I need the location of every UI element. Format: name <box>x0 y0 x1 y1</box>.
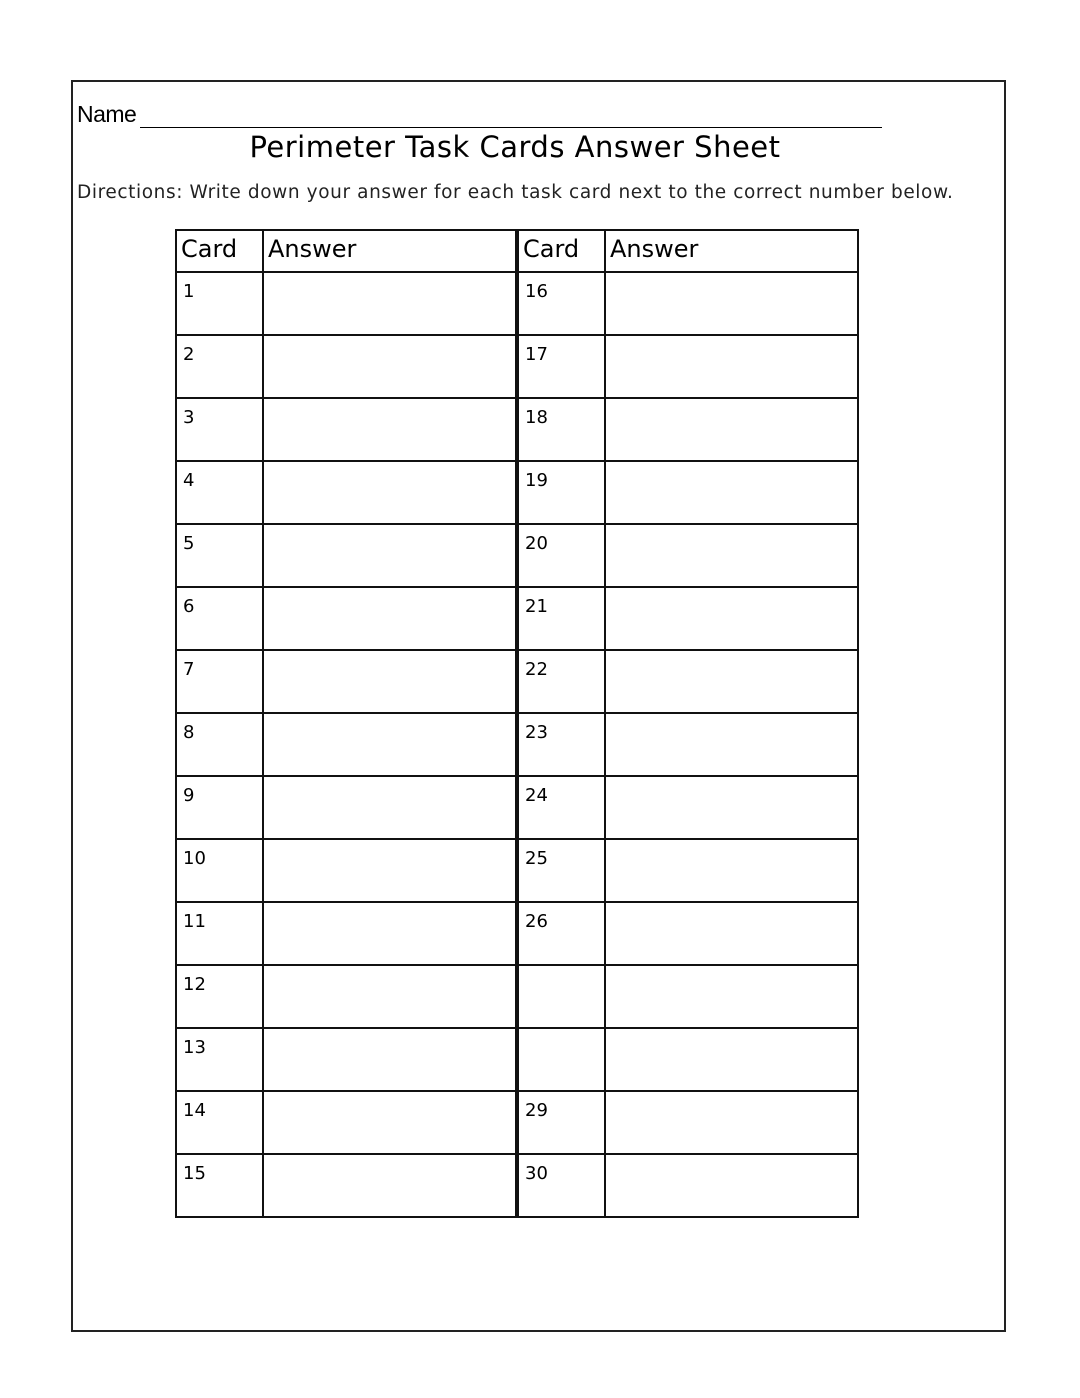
answer-cell-right[interactable] <box>605 461 858 524</box>
table-row <box>176 713 858 776</box>
card-number-right: 26 <box>517 902 605 965</box>
card-number-right: 25 <box>517 839 605 902</box>
card-number-left: 8 <box>176 713 263 776</box>
answer-table <box>175 229 859 1218</box>
card-number-right: 21 <box>517 587 605 650</box>
table-row <box>176 398 858 461</box>
card-number-left: 11 <box>176 902 263 965</box>
answer-cell-right[interactable] <box>605 839 858 902</box>
table-row <box>176 902 858 965</box>
header-card-right: Card <box>517 230 605 272</box>
card-number-right: 20 <box>517 524 605 587</box>
table-row <box>176 335 858 398</box>
answer-cell-left[interactable] <box>263 524 517 587</box>
answer-cell-left[interactable] <box>263 902 517 965</box>
header-answer-left: Answer <box>263 230 517 272</box>
answer-cell-right[interactable] <box>605 1091 858 1154</box>
answer-cell-right[interactable] <box>605 587 858 650</box>
table-row <box>176 839 858 902</box>
answer-cell-right[interactable] <box>605 650 858 713</box>
answer-cell-left[interactable] <box>263 965 517 1028</box>
card-number-left: 6 <box>176 587 263 650</box>
answer-cell-left[interactable] <box>263 587 517 650</box>
answer-cell-right[interactable] <box>605 272 858 335</box>
card-number-right: 30 <box>517 1154 605 1217</box>
card-number-left: 2 <box>176 335 263 398</box>
card-number-right: 17 <box>517 335 605 398</box>
card-number-right: 23 <box>517 713 605 776</box>
answer-cell-left[interactable] <box>263 461 517 524</box>
table-row <box>176 461 858 524</box>
answer-cell-left[interactable] <box>263 272 517 335</box>
name-line[interactable] <box>140 127 882 128</box>
answer-cell-left[interactable] <box>263 1028 517 1091</box>
answer-cell-left[interactable] <box>263 776 517 839</box>
answer-cell-right[interactable] <box>605 524 858 587</box>
table-row <box>176 965 858 1028</box>
card-number-left: 7 <box>176 650 263 713</box>
card-number-left: 12 <box>176 965 263 1028</box>
answer-cell-left[interactable] <box>263 335 517 398</box>
card-number-left: 3 <box>176 398 263 461</box>
card-number-right: 29 <box>517 1091 605 1154</box>
directions-text: Directions: Write down your answer for each task card next to the correct number below. <box>77 182 954 203</box>
card-number-right: 18 <box>517 398 605 461</box>
table-row <box>176 272 858 335</box>
header-card-left: Card <box>176 230 263 272</box>
card-number-right: 16 <box>517 272 605 335</box>
answer-cell-left[interactable] <box>263 1091 517 1154</box>
card-number-left: 9 <box>176 776 263 839</box>
page-title: Perimeter Task Cards Answer Sheet <box>249 130 781 164</box>
card-number-right: 24 <box>517 776 605 839</box>
table-row <box>176 650 858 713</box>
answer-cell-right[interactable] <box>605 1154 858 1217</box>
header-answer-right: Answer <box>605 230 858 272</box>
answer-cell-right[interactable] <box>605 776 858 839</box>
table-row <box>176 776 858 839</box>
answer-cell-left[interactable] <box>263 650 517 713</box>
card-number-left: 5 <box>176 524 263 587</box>
card-number-left: 13 <box>176 1028 263 1091</box>
answer-cell-right[interactable] <box>605 1028 858 1091</box>
table-row <box>176 524 858 587</box>
answer-cell-right[interactable] <box>605 713 858 776</box>
answer-cell-right[interactable] <box>605 335 858 398</box>
answer-cell-right[interactable] <box>605 965 858 1028</box>
card-number-left: 4 <box>176 461 263 524</box>
card-number-right <box>517 1028 605 1091</box>
card-number-left: 1 <box>176 272 263 335</box>
card-number-right <box>517 965 605 1028</box>
card-number-left: 15 <box>176 1154 263 1217</box>
name-label: Name <box>77 101 137 127</box>
table-row <box>176 1091 858 1154</box>
table-header-row <box>176 230 858 272</box>
answer-cell-right[interactable] <box>605 902 858 965</box>
card-number-left: 10 <box>176 839 263 902</box>
card-number-right: 19 <box>517 461 605 524</box>
answer-cell-left[interactable] <box>263 839 517 902</box>
answer-cell-left[interactable] <box>263 1154 517 1217</box>
answer-cell-right[interactable] <box>605 398 858 461</box>
table-row <box>176 1154 858 1217</box>
table-row <box>176 587 858 650</box>
answer-cell-left[interactable] <box>263 398 517 461</box>
card-number-left: 14 <box>176 1091 263 1154</box>
table-row <box>176 1028 858 1091</box>
answer-cell-left[interactable] <box>263 713 517 776</box>
card-number-right: 22 <box>517 650 605 713</box>
